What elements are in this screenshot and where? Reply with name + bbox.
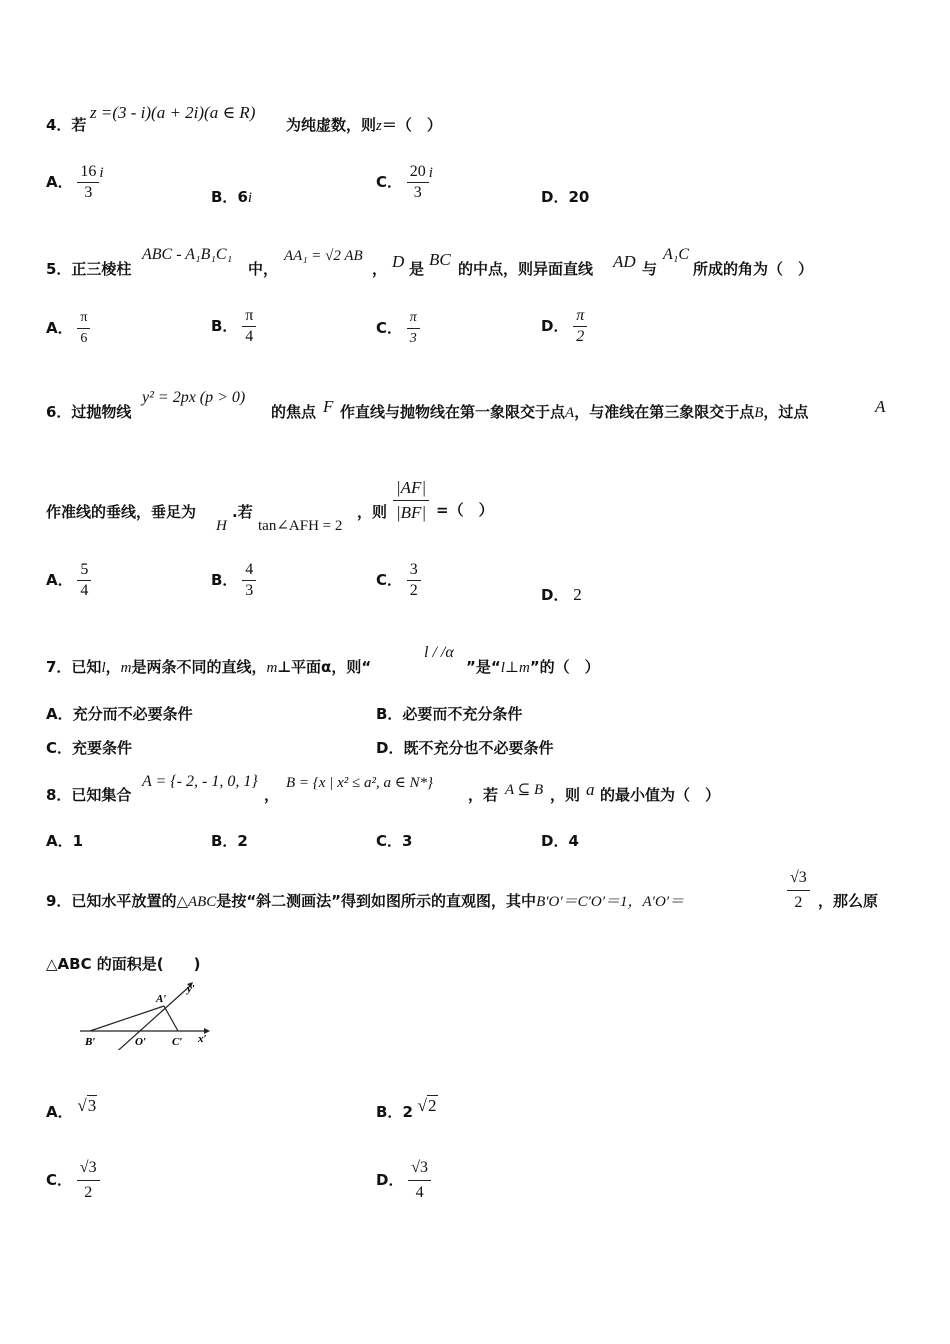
q7-condition: l / /α [424, 644, 454, 661]
q8-text-1: ，若 [468, 786, 499, 804]
q4-option-c[interactable]: C． $\frac{20}{3}$ i [376, 163, 433, 201]
q9-option-a[interactable]: A． √3 [46, 1096, 97, 1121]
q5-option-a[interactable]: A． $\frac{\pi}{6}$ [46, 308, 90, 349]
label-a: A′ [156, 993, 167, 1005]
label-b: B′ [85, 1036, 96, 1048]
q6-option-d[interactable]: D． 2 [541, 585, 582, 604]
q9-stem-tail: ，那么原 [818, 892, 879, 910]
q5-edge: BC [429, 250, 451, 269]
q5-text-3: 的中点，则异面直线 [458, 260, 594, 278]
q8-set-a: A = {- 2, - 1, 0, 1} [142, 773, 258, 790]
q6-tail: =（ ） [436, 501, 494, 519]
q7-stem: 7．已知l，m是两条不同的直线，m⊥平面α，则“ [46, 658, 372, 676]
q5-lead: 5．正三棱柱 [46, 260, 132, 278]
q4-option-a[interactable]: A． $\frac{16}{3}$ i [46, 163, 104, 201]
q7-option-a[interactable]: A．充分而不必要条件 [46, 705, 193, 723]
sqrt-expression: √2 [417, 1096, 437, 1115]
q4-stem [46, 114, 86, 135]
q8-tail: 的最小值为（ ） [600, 786, 721, 804]
q6-text-2: 作直线与抛物线在第一象限交于点A，与准线在第三象限交于点B，过点 [340, 403, 809, 421]
q8-option-a[interactable]: A．1 [46, 832, 84, 850]
q5-comma: ， [372, 260, 388, 278]
q8-option-b[interactable]: B．2 [211, 832, 248, 850]
q6-tan-condition: tan∠AFH = 2 [258, 518, 343, 534]
q4-option-a-fraction: $\frac{16}{3}$ [77, 162, 99, 203]
q4-option-d[interactable]: D．20 [541, 188, 590, 206]
q5-prism: ABC - A₁B₁C₁ [142, 246, 233, 263]
label-x: x′ [198, 1033, 207, 1045]
q8-var-a: a [586, 780, 595, 799]
q5-tail: 所成的角为（ ） [693, 260, 814, 278]
q6-option-b[interactable]: B． $\frac{4}{3}$ [211, 560, 256, 601]
q5-text-4: 与 [642, 260, 658, 278]
q4-option-c-fraction: $\frac{20}{3}$ [407, 162, 429, 203]
q5-option-c[interactable]: C． $\frac{\pi}{3}$ [376, 308, 420, 349]
q5-option-d[interactable]: D． $\frac{\pi}{2}$ [541, 306, 587, 347]
q6-option-c[interactable]: C． $\frac{3}{2}$ [376, 560, 421, 601]
q8-set-b: B = {x | x² ≤ a², a ∈ N*} [286, 775, 434, 791]
q6-curve: y² = 2px (p > 0) [142, 389, 246, 406]
q5-point-d: D [392, 252, 405, 271]
q4-stem-tail: 为纯虚数，则z＝（ ） [286, 116, 442, 134]
q7-option-d[interactable]: D．既不充分也不必要条件 [376, 739, 554, 757]
label-o: O′ [135, 1036, 147, 1048]
sqrt-expression: √3 [77, 1096, 97, 1115]
q9-fraction: $\frac{√3}{2}$ [787, 866, 810, 915]
q6-point-a: A [875, 397, 886, 416]
label-c: C′ [172, 1036, 183, 1048]
q6-ruo: .若 [232, 503, 253, 521]
q6-option-a[interactable]: A． $\frac{5}{4}$ [46, 560, 91, 601]
q8-subset: A ⊆ B [505, 782, 544, 798]
q9-option-d[interactable]: D． $\frac{√3}{4}$ [376, 1156, 431, 1205]
q9-stem-line2: △ABC 的面积是( ) [46, 955, 201, 973]
q7-option-b[interactable]: B．必要而不充分条件 [376, 705, 523, 723]
q6-ratio: $\frac{|AF|}{|BF|}$ [393, 476, 429, 525]
q9-option-c[interactable]: C． $\frac{√3}{2}$ [46, 1156, 100, 1205]
side-a-c [164, 1006, 178, 1031]
q7-stem-tail: ”是“l⊥m”的（ ） [466, 658, 600, 676]
q8-option-c[interactable]: C．3 [376, 832, 413, 850]
q8-comma: ， [264, 786, 280, 804]
q9-figure [74, 978, 214, 1050]
q9-stem: 9．已知水平放置的△ABC是按“斜二测画法”得到如图所示的直观图，其中B′O′＝C′O′＝1，A′O′＝ [46, 892, 685, 910]
q4-expression: z =(3 - i)(a + 2i)(a ∈ R) [90, 103, 256, 122]
q8-text-2: ，则 [550, 786, 581, 804]
q6-foot-h: H [216, 518, 227, 534]
q6-line2-lead: 作准线的垂线，垂足为 [46, 503, 197, 521]
q5-text-1: 中， [248, 260, 279, 278]
q6-lead: 6．过抛物线 [46, 403, 132, 421]
q5-option-b[interactable]: B． $\frac{\pi}{4}$ [211, 306, 256, 347]
q4-lead: 4．若 [46, 116, 87, 134]
q5-line-ad: AD [613, 252, 636, 271]
q6-ze: ，则 [357, 503, 388, 521]
q5-text-2: 是 [409, 260, 425, 278]
q8-option-d[interactable]: D．4 [541, 832, 579, 850]
q6-text-1: 的焦点 [271, 403, 317, 421]
q5-line-a1c: A₁C [663, 246, 690, 263]
q8-lead: 8．已知集合 [46, 786, 132, 804]
q4-option-b[interactable]: B．6i [211, 188, 253, 206]
q5-condition: AA₁ = √2 AB [284, 248, 363, 264]
q7-option-c[interactable]: C．充要条件 [46, 739, 133, 757]
label-y: y′ [187, 983, 195, 995]
q9-option-b[interactable]: B．2 √2 [376, 1096, 437, 1121]
q6-focus: F [323, 397, 334, 416]
